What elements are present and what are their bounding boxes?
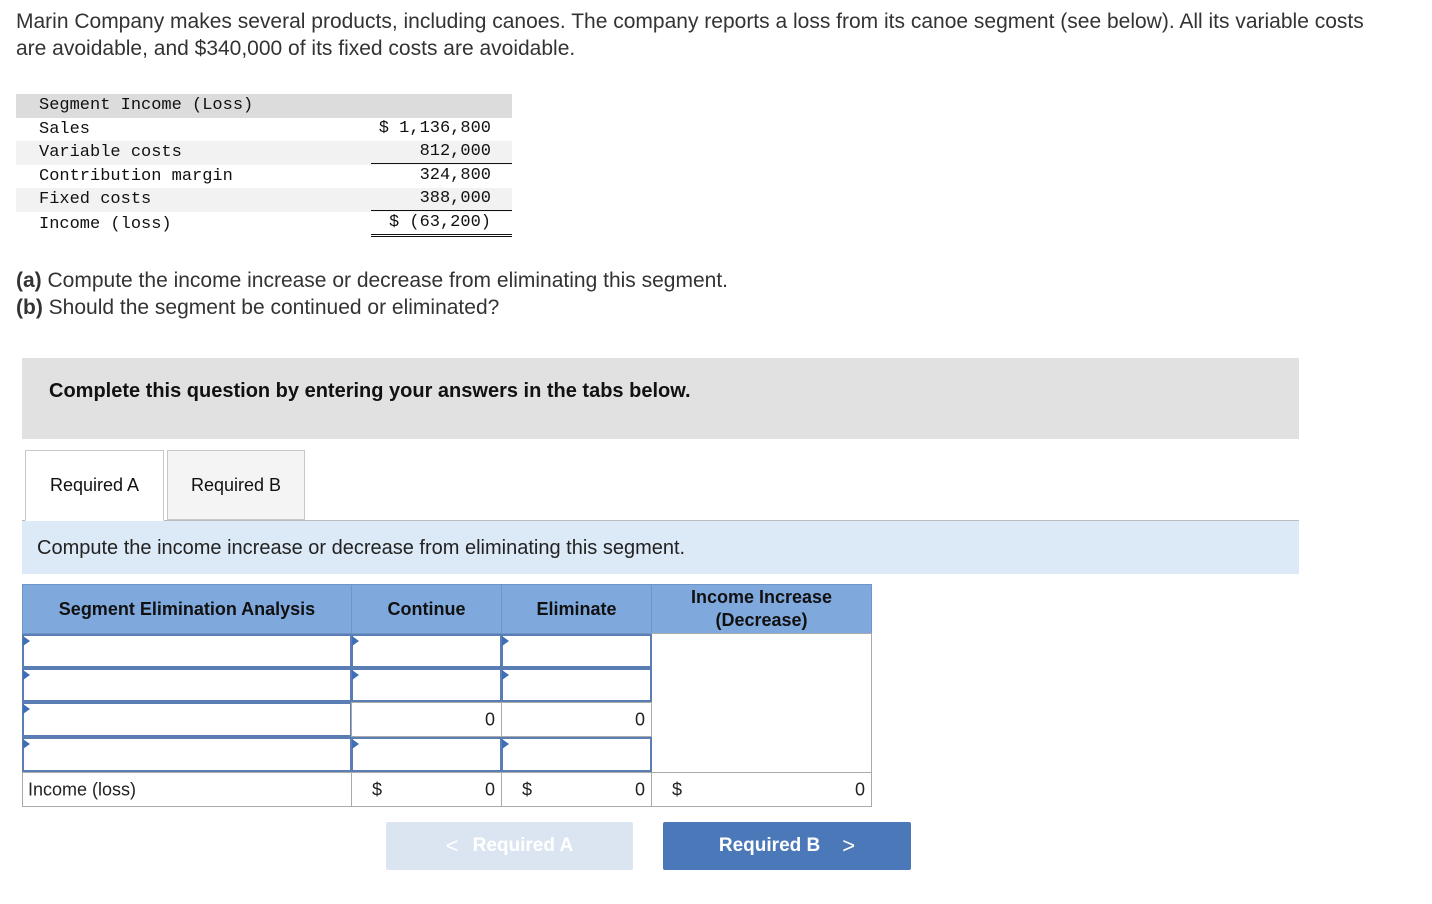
banner-text: Complete this question by entering your answers in the tabs below. <box>49 380 691 402</box>
total-row-label: Income (loss) <box>28 779 137 799</box>
chevron-left-icon: < <box>445 833 459 858</box>
row4-eliminate-input[interactable] <box>501 737 652 772</box>
segment-row-sales <box>16 118 512 142</box>
segment-table-header-row <box>16 94 512 118</box>
instructions-banner <box>22 358 1299 439</box>
total-continue-value: 0 <box>484 779 495 799</box>
tab-instruction-text: Compute the income increase or decrease from eliminating this segment. <box>37 537 686 559</box>
next-required-b-button[interactable] <box>663 822 911 870</box>
segment-row-value: 324,800 <box>419 166 491 186</box>
income-diff-column-body <box>651 633 872 773</box>
tab-required-a[interactable]: Required A <box>25 450 164 521</box>
segment-income-table <box>16 94 512 237</box>
total-continue-cell <box>351 772 502 807</box>
segment-row-value: 812,000 <box>371 141 512 164</box>
header-continue: Continue <box>351 584 502 634</box>
row4-continue-input[interactable] <box>351 737 502 772</box>
prev-button-label: Required A <box>472 835 574 856</box>
next-button-label: Required B <box>718 835 821 856</box>
question-a-tag: (a) <box>16 269 42 292</box>
header-segment-elimination-analysis: Segment Elimination Analysis <box>22 584 352 634</box>
segment-row-label: Fixed costs <box>16 188 348 212</box>
header-eliminate: Eliminate <box>501 584 652 634</box>
segment-elimination-analysis-grid <box>22 584 872 807</box>
row1-label-input[interactable] <box>22 634 352 668</box>
tab-required-b[interactable]: Required B <box>167 450 305 520</box>
row3-eliminate-value <box>501 702 652 737</box>
row2-continue-input[interactable] <box>351 668 502 702</box>
row2-label-input[interactable] <box>22 668 352 702</box>
segment-row-contribution-margin <box>16 165 512 189</box>
segment-row-label: Contribution margin <box>39 166 233 186</box>
segment-row-value: $ 1,136,800 <box>378 119 491 139</box>
total-diff-currency: $ <box>672 779 683 799</box>
total-row-label-cell <box>22 772 352 807</box>
row3-continue-number: 0 <box>484 709 495 729</box>
question-a-text: Compute the income increase or decrease from eliminating this segment. <box>41 269 728 292</box>
row3-eliminate-number: 0 <box>634 709 645 729</box>
problem-intro: Marin Company makes several products, including canoes. The company reports a loss from its canoe segment (see below). All its variable costs are avoidable, and $340,000 of its fixed costs are avoidable. <box>16 10 1364 60</box>
header-income-increase-decrease: Income Increase (Decrease) <box>651 584 872 634</box>
segment-row-label: Income (loss) <box>39 214 172 234</box>
question-b-text: Should the segment be continued or eliminated? <box>42 296 500 319</box>
row2-eliminate-input[interactable] <box>501 668 652 702</box>
segment-row-value: $ (63,200) <box>371 212 512 237</box>
row1-continue-input[interactable] <box>351 634 502 668</box>
questions <box>16 267 728 321</box>
row1-eliminate-input[interactable] <box>501 634 652 668</box>
total-diff-value: 0 <box>854 779 865 799</box>
segment-row-variable-costs <box>16 141 512 165</box>
chevron-right-icon: > <box>842 833 856 858</box>
total-continue-currency: $ <box>372 779 383 799</box>
row3-continue-value <box>351 702 502 737</box>
question-b-tag: (b) <box>16 296 43 319</box>
row4-label-input[interactable] <box>22 737 352 772</box>
segment-row-income-loss <box>16 212 512 237</box>
row3-label-input[interactable] <box>22 702 352 737</box>
segment-row-label: Sales <box>39 119 91 139</box>
total-eliminate-value: 0 <box>634 779 645 799</box>
tab-instruction-bar <box>22 521 1299 574</box>
segment-row-fixed-costs <box>16 188 512 212</box>
total-diff-cell <box>651 772 872 807</box>
segment-row-label: Variable costs <box>16 141 348 165</box>
segment-table-title: Segment Income (Loss) <box>16 94 348 118</box>
total-eliminate-cell <box>501 772 652 807</box>
segment-row-value: 388,000 <box>371 188 512 211</box>
total-eliminate-currency: $ <box>522 779 533 799</box>
prev-required-a-button[interactable] <box>386 822 633 870</box>
